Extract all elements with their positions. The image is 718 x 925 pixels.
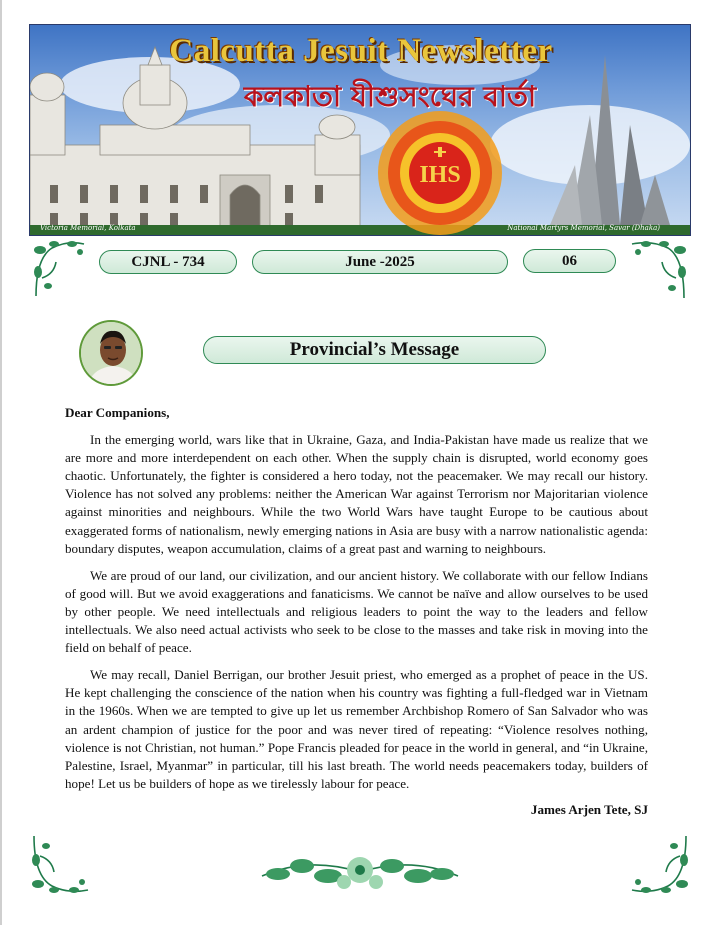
newsletter-bengali-title: কলকাতা যীশুসংঘের বার্তা [243, 80, 537, 113]
floral-ornament-bottom-left [30, 834, 92, 896]
provincial-portrait [79, 320, 143, 386]
caption-martyrs-memorial: National Martyrs Memorial, Savar (Dhaka) [507, 224, 660, 232]
letter-paragraph: We may recall, Daniel Berrigan, our brother Jesuit priest, who emerged as a prophet of peace in the US. He kept challenging the conscience of the nation when his country was fighting a full-fledged war in Vietnam in the 1960s. When we are tempted to give up let us remember Archbishop Romero of San Salvador who was an ardent champion of justice for the poor and was never tired of repeating: “Violence resolves nothing, violence is not Christian, not human.” Pope Francis pleaded for peace in the world in general, and “in Ukraine, Palestine, Israel, Myanmar” in particular, till his last breath. The world needs peacemakers today, builders of hope! Let us be builders of hope as we tirelessly labour for peace. [65, 667, 648, 791]
letter-paragraph: In the emerging world, wars like that in Ukraine, Gaza, and India-Pakistan have made us realize that we are more and more interdependent on each other. When the supply chain is disrupted, world economy goes chaotic. Unfortunately, the fighter is considered a hero today, not the peacemaker. We may recall our history. Violence has not solved any problems: neither the American War against Terrorism nor Majoritarian violence against minorities and neighbours. While the two World Wars have taught Europe to be cautious about exaggerated forms of nationalism, newly emerging nations in Asia are busy with a narrow nationalistic agenda: boundary disputes, weapon accumulation, claims of a great past and warning to neighbours. [65, 432, 648, 556]
floral-ornament-top-left [32, 238, 88, 298]
issue-number-badge: CJNL - 734 [99, 250, 237, 274]
ihs-sun-emblem [378, 111, 502, 235]
issue-date-badge: June -2025 [252, 250, 508, 274]
floral-ornament-bottom-right [628, 834, 690, 896]
masthead-banner [29, 24, 691, 236]
caption-victoria-memorial: Victoria Memorial, Kolkata [40, 224, 136, 232]
letter-body [65, 404, 648, 819]
ihs-monogram: IHS [419, 162, 461, 188]
page-number-badge: 06 [523, 249, 616, 273]
section-title: Provincial’s Message [203, 336, 546, 364]
floral-vine-ornament-bottom [258, 846, 462, 896]
portrait-illustration [81, 322, 143, 386]
letter-signature: James Arjen Tete, SJ [530, 801, 648, 817]
floral-ornament-top-right [628, 238, 688, 300]
newsletter-title: Calcutta Jesuit Newsletter [169, 33, 553, 69]
page-edge [0, 0, 2, 925]
letter-paragraph: We are proud of our land, our civilization, and our ancient history. We collaborate with our fellow Indians of good will. But we avoid exaggerations and fanaticisms. We cannot be naïve and allow ourselves to be used by other people. We need intellectuals and religious leaders to point the way to the leaders and fellow intellectuals. We also need actual activists who seek to be close to the masses and take risk in moving into the field on behalf of peace. [65, 567, 648, 656]
letter-salutation: Dear Companions, [65, 405, 170, 420]
